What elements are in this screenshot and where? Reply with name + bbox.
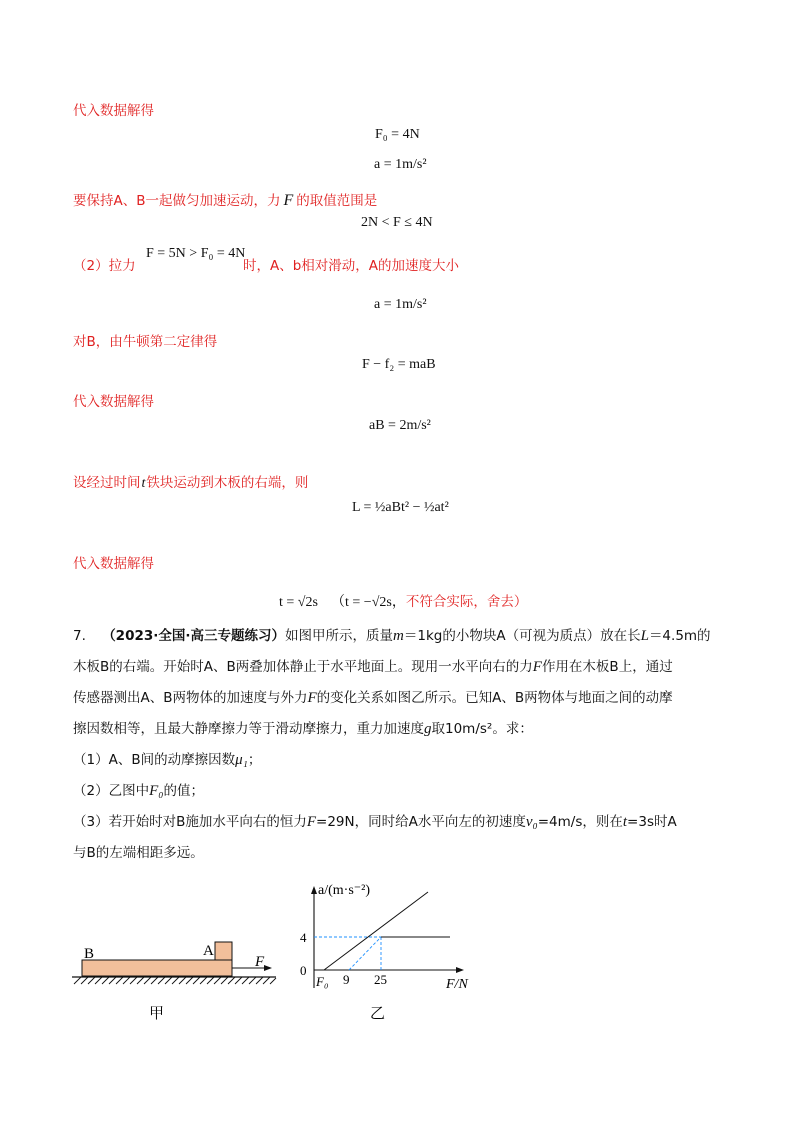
question-3-text-d: =3s时A <box>627 814 677 830</box>
question-3-text-c: =4m/s，则在 <box>537 814 623 830</box>
question-3 <box>73 807 677 837</box>
time-var-q3: t <box>622 814 628 830</box>
y-axis-arrow-icon <box>311 886 317 894</box>
guide-slope-line <box>349 937 381 970</box>
time-prefix: 设经过时间 <box>73 475 141 491</box>
caption-jia: 甲 <box>149 1004 165 1022</box>
problem-number: 7. <box>73 628 86 644</box>
equation-range: 2N < F ≤ 4N <box>361 215 433 230</box>
length-var: L <box>640 628 649 644</box>
equation-t-line <box>279 590 527 611</box>
y-axis-label: a/(m·s⁻²) <box>318 883 371 898</box>
substitute-text-3: 代入数据解得 <box>73 556 154 572</box>
tick-0: 0 <box>300 963 307 978</box>
problem-text-3b: 的变化关系如图乙所示。已知A、B两物体与地面之间的动摩 <box>316 690 673 706</box>
keep-together-text: 要保持A、B一起做匀加速运动，力 <box>73 193 281 209</box>
for-b-text: 对B，由牛顿第二定律得 <box>73 334 218 350</box>
mu-var: μ₁ <box>235 752 248 768</box>
equation-t: t = √2s <box>279 595 318 610</box>
problem-text-4a: 擦因数相等，且最大静摩擦力等于滑动摩擦力，重力加速度 <box>73 721 424 737</box>
velocity-var: v₀ <box>525 814 538 830</box>
keep-together-end: 的取值范围是 <box>296 193 378 209</box>
caption-yi: 乙 <box>370 1004 386 1022</box>
force-var: F <box>283 192 294 209</box>
equation-a-1: a = 1m/s² <box>374 157 427 172</box>
figure-yi <box>288 880 493 1025</box>
equation-f0: F₀ = 4N <box>375 127 420 142</box>
question-1-text: （1）A、B间的动摩擦因数 <box>73 752 236 768</box>
substitute-text-1: 代入数据解得 <box>73 103 154 119</box>
problem-source: （2023·全国·高三专题练习） <box>102 628 286 644</box>
problem-line-4 <box>73 714 533 744</box>
board-b <box>82 960 232 976</box>
tick-4: 4 <box>300 930 307 945</box>
equation-ab: aB = 2m/s² <box>369 418 431 433</box>
problem-line-1 <box>73 621 711 651</box>
equation-a-2: a = 1m/s² <box>374 297 427 312</box>
x-axis-arrow-icon <box>456 967 464 973</box>
problem-text-1e: ＝4.5m的 <box>648 628 711 644</box>
tick-f0: F₀ <box>316 974 329 989</box>
label-b: B <box>84 946 95 962</box>
ground-hatch <box>74 977 276 984</box>
problem-text-2-end: 作用在木板B上，通过 <box>541 659 673 675</box>
problem-line-2 <box>73 652 673 682</box>
tick-9: 9 <box>343 972 350 987</box>
problem-text-1a: 如图甲所示，质量 <box>285 628 394 644</box>
equation-t-alt: （t = −√2s， <box>331 595 406 610</box>
label-a: A <box>203 943 214 959</box>
tick-25: 25 <box>374 972 387 987</box>
block-a <box>215 942 232 960</box>
figure-jia <box>70 936 280 1026</box>
f0-var: F₀ <box>149 783 164 799</box>
substitute-text-2: 代入数据解得 <box>73 394 154 410</box>
arrow-head-icon <box>264 965 272 971</box>
problem-text-3a: 传感器测出A、B两物体的加速度与外力 <box>73 690 308 706</box>
keep-together-line <box>73 189 377 210</box>
problem-text-2: 木板B的右端。开始时A、B两叠加体静止于水平地面上。现用一水平向右的力 <box>73 659 533 675</box>
problem-line-3 <box>73 683 673 713</box>
question-2-end: 的值； <box>163 783 204 799</box>
time-line <box>73 471 308 492</box>
equation-length: L = ½aBt² − ½at² <box>352 500 449 515</box>
part2-equation: F = 5N > F₀ = 4N <box>146 246 246 261</box>
mass-var: m <box>393 628 404 644</box>
time-var: t <box>141 476 146 491</box>
part2-suffix: 时，A、b相对滑动，A的加速度大小 <box>243 258 460 274</box>
question-2-text: （2）乙图中 <box>73 783 150 799</box>
equation-t-reject: 不符合实际，舍去） <box>405 594 528 610</box>
part2-prefix: （2）拉力 <box>73 258 136 274</box>
question-1 <box>73 745 261 775</box>
force-var-q3: F <box>306 814 317 830</box>
question-1-end: ； <box>247 752 262 768</box>
force-var-2: F <box>532 659 542 675</box>
force-var-3: F <box>307 690 317 706</box>
gravity-var: g <box>424 721 432 737</box>
question-3-continued: 与B的左端相距多远。 <box>73 845 204 861</box>
question-3-text-b: =29N，同时给A水平向左的初速度 <box>316 814 526 830</box>
equation-newton: F − f₂ = maB <box>362 357 436 372</box>
problem-text-4b: 取10m/s²。求： <box>431 721 533 737</box>
label-f: F <box>255 954 265 970</box>
problem-text-1c: ＝1kg的小物块A（可视为质点）放在长 <box>403 628 641 644</box>
x-axis-label: F/N <box>446 977 468 992</box>
question-3-text-a: （3）若开始时对B施加水平向右的恒力 <box>73 814 307 830</box>
line-b-acceleration <box>324 892 428 970</box>
time-suffix: 铁块运动到木板的右端，则 <box>146 475 309 491</box>
question-2 <box>73 776 204 806</box>
